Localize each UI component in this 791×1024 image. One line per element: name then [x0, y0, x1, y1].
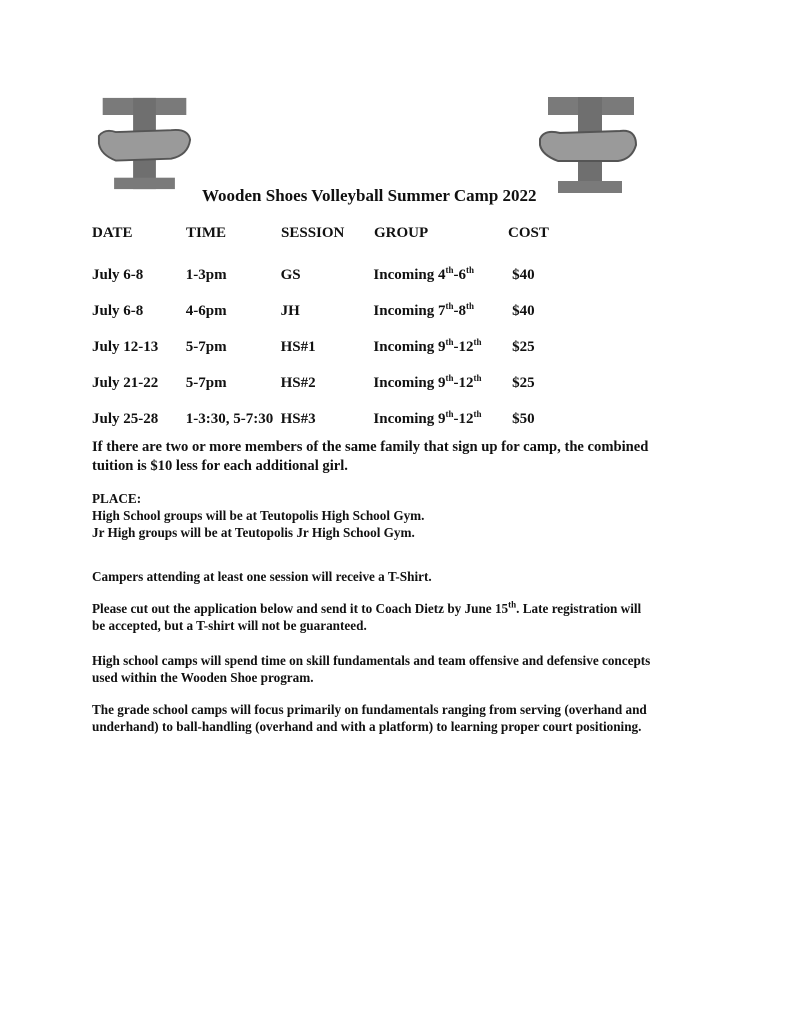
row-session: HS#2 — [280, 374, 316, 391]
table-row — [92, 401, 572, 437]
row-time: 5-7pm — [185, 338, 227, 355]
high-school-camp-paragraph: High school camps will spend time on skill fundamentals and team offensive and defensive concepts used within the Wooden Shoe program. — [92, 653, 651, 685]
row-cost: $40 — [512, 302, 535, 319]
place-high-school: High School groups will be at Teutopolis High School Gym. — [92, 508, 425, 523]
table-row — [92, 257, 572, 293]
application-paragraph: Please cut out the application below and send it to Coach Dietz by June 15th. Late registration will be accepted, but a T-shirt will not be guaranteed. — [92, 599, 642, 633]
row-date: July 21-22 — [92, 374, 159, 391]
column-header-group: GROUP — [374, 224, 429, 241]
row-cost: $50 — [512, 410, 535, 427]
page-title: Wooden Shoes Volleyball Summer Camp 2022 — [202, 186, 537, 205]
table-row — [92, 329, 572, 365]
row-time: 4-6pm — [185, 302, 227, 319]
row-cost: $25 — [512, 338, 535, 355]
tshirt-paragraph: Campers attending at least one session will receive a T-Shirt. — [92, 569, 432, 584]
row-session: JH — [280, 302, 300, 319]
row-group: Incoming 9th-12th — [373, 372, 482, 391]
row-group: Incoming 9th-12th — [373, 336, 482, 355]
row-date: July 25-28 — [92, 410, 159, 427]
row-session: HS#1 — [280, 338, 316, 355]
column-header-session: SESSION — [281, 224, 345, 241]
row-session: HS#3 — [280, 410, 316, 427]
row-cost: $25 — [512, 374, 535, 391]
wooden-shoe-t-logo-right — [538, 95, 638, 195]
row-cost: $40 — [512, 266, 535, 283]
row-time: 1-3:30, 5-7:30 — [185, 410, 274, 427]
row-date: July 6-8 — [92, 266, 144, 283]
row-date: July 12-13 — [92, 338, 159, 355]
row-group: Incoming 7th-8th — [373, 300, 475, 319]
row-date: July 6-8 — [92, 302, 144, 319]
camp-schedule-table — [92, 222, 572, 437]
family-discount-paragraph: If there are two or more members of the same family that sign up for camp, the combined tuition is $10 less for each additional girl. — [92, 439, 649, 474]
row-group: Incoming 4th-6th — [373, 264, 475, 283]
column-header-date: DATE — [92, 224, 133, 241]
row-session: GS — [280, 266, 301, 283]
grade-school-camp-paragraph: The grade school camps will focus primarily on fundamentals ranging from serving (overhand and underhand) to ball-handling (overhand and with a platform) to learning proper court positioning. — [92, 702, 647, 734]
table-row — [92, 293, 572, 329]
place-label: PLACE: — [92, 491, 142, 506]
table-header-row — [92, 222, 572, 244]
place-section — [92, 490, 702, 541]
row-time: 5-7pm — [185, 374, 227, 391]
place-jr-high: Jr High groups will be at Teutopolis Jr High School Gym. — [92, 525, 415, 540]
row-group: Incoming 9th-12th — [373, 408, 482, 427]
wooden-shoe-t-logo-left — [97, 95, 192, 192]
row-time: 1-3pm — [185, 266, 227, 283]
column-header-cost: COST — [508, 224, 549, 241]
table-row — [92, 365, 572, 401]
column-header-time: TIME — [186, 224, 227, 241]
